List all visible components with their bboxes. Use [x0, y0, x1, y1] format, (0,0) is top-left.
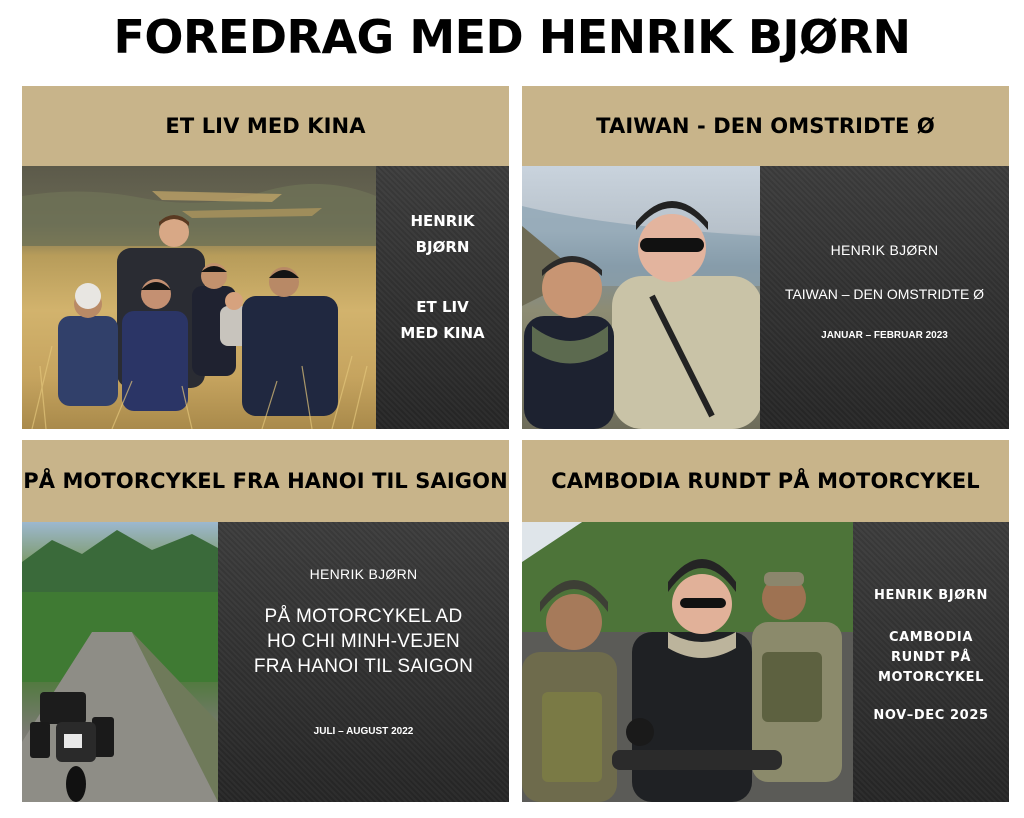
info-panel: [218, 522, 509, 802]
info-panel: [853, 522, 1009, 802]
lecture-card-taiwan[interactable]: [522, 86, 1009, 429]
info-panel: [760, 166, 1009, 429]
speaker-name-line: HENRIK: [410, 212, 475, 230]
speaker-name-line: BJØRN: [415, 238, 470, 256]
lecture-dates: JULI – AUGUST 2022: [313, 726, 414, 737]
lecture-title-line: CAMBODIA: [889, 630, 973, 645]
card-header: ET LIV MED KINA: [22, 86, 509, 166]
lecture-title-line: RUNDT PÅ: [890, 650, 972, 665]
selfie-photo: [522, 166, 760, 429]
lecture-card-china[interactable]: [22, 86, 509, 429]
card-header: PÅ MOTORCYKEL FRA HANOI TIL SAIGON: [22, 440, 509, 522]
speaker-name: HENRIK BJØRN: [309, 566, 418, 582]
speaker-name: HENRIK BJØRN: [874, 588, 988, 603]
page-title: FOREDRAG MED HENRIK BJØRN: [113, 10, 911, 64]
motorcycle-group-photo: [522, 522, 853, 802]
card-header: CAMBODIA RUNDT PÅ MOTORCYKEL: [522, 440, 1009, 522]
lecture-title-line: HO CHI MINH-VEJEN: [267, 631, 460, 652]
lecture-card-hanoi-saigon[interactable]: [22, 440, 509, 802]
speaker-name: HENRIK BJØRN: [830, 242, 939, 258]
lecture-dates: NOV–DEC 2025: [873, 708, 989, 723]
lecture-title-line: ET LIV: [416, 298, 469, 316]
family-photo: [22, 166, 376, 429]
lecture-dates: JANUAR – FEBRUAR 2023: [821, 330, 948, 341]
info-panel: [376, 166, 509, 429]
lecture-card-cambodia[interactable]: [522, 440, 1009, 802]
lecture-title-line: MOTORCYKEL: [877, 670, 985, 685]
lecture-title-line: FRA HANOI TIL SAIGON: [253, 656, 474, 677]
motorcycle-road-photo: [22, 522, 218, 802]
lecture-title-line: MED KINA: [400, 324, 485, 342]
lecture-title: TAIWAN – DEN OMSTRIDTE Ø: [784, 286, 985, 302]
card-header: TAIWAN - DEN OMSTRIDTE Ø: [522, 86, 1009, 166]
lecture-title-line: PÅ MOTORCYKEL AD: [264, 606, 463, 627]
